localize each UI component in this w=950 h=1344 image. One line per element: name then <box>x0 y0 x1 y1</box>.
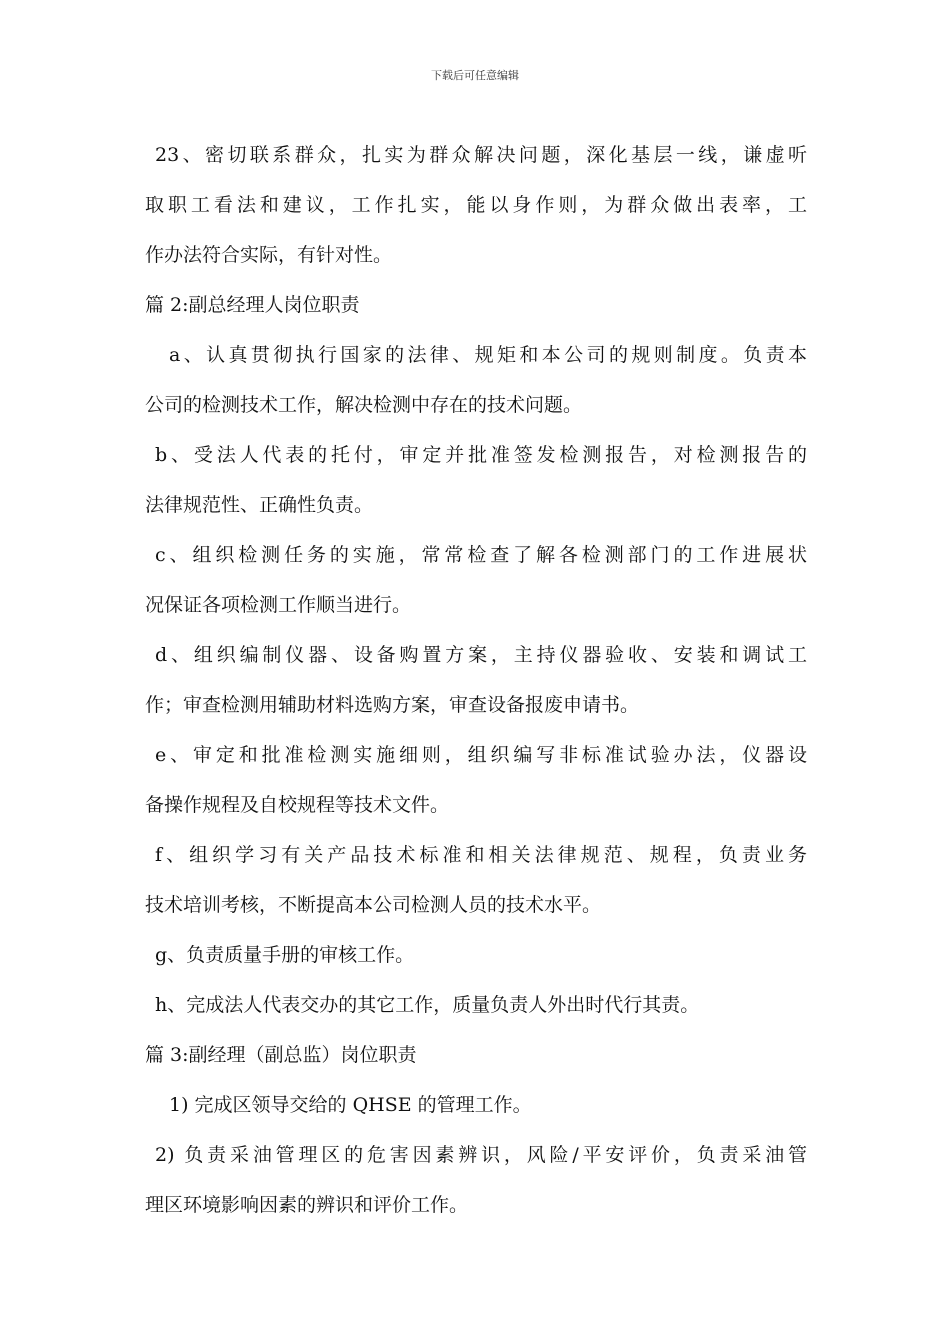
paragraph-line: b、受法人代表的托付，审定并批准签发检测报告，对检测报告的 <box>155 444 807 466</box>
paragraph-line: h、完成法人代表交办的其它工作，质量负责人外出时代行其责。 <box>155 994 700 1016</box>
paragraph-line: c、组织检测任务的实施，常常检查了解各检测部门的工作进展状 <box>155 544 807 566</box>
paragraph-line: 取职工看法和建议，工作扎实，能以身作则，为群众做出表率，工 <box>145 194 807 216</box>
paragraph-line: 技术培训考核，不断提高本公司检测人员的技术水平。 <box>145 894 602 916</box>
paragraph-line: e、审定和批准检测实施细则，组织编写非标准试验办法，仪器设 <box>155 744 807 766</box>
paragraph-line: 公司的检测技术工作，解决检测中存在的技术问题。 <box>145 394 583 416</box>
paragraph-line: 备操作规程及自校规程等技术文件。 <box>145 794 450 816</box>
paragraph-line: 23、密切联系群众，扎实为群众解决问题，深化基层一线，谦虚听 <box>155 144 807 166</box>
paragraph-line: a、认真贯彻执行国家的法律、规矩和本公司的规则制度。负责本 <box>169 344 807 366</box>
section-heading: 篇 2:副总经理人岗位职责 <box>145 294 360 316</box>
paragraph-line: 法律规范性、正确性负责。 <box>145 494 374 516</box>
paragraph-line: 作；审查检测用辅助材料选购方案，审查设备报废申请书。 <box>145 694 640 716</box>
paragraph-line: 2) 负责采油管理区的危害因素辨识，风险/平安评价，负责采油管 <box>155 1144 807 1166</box>
paragraph-line: 1) 完成区领导交给的 QHSE 的管理工作。 <box>169 1094 532 1116</box>
page-header: 下载后可任意编辑 <box>431 69 519 82</box>
document-body <box>145 130 807 1230</box>
paragraph-line: 理区环境影响因素的辨识和评价工作。 <box>145 1194 469 1216</box>
paragraph-line: 况保证各项检测工作顺当进行。 <box>145 594 412 616</box>
paragraph-line: 作办法符合实际，有针对性。 <box>145 244 393 266</box>
paragraph-line: d、组织编制仪器、设备购置方案，主持仪器验收、安装和调试工 <box>155 644 807 666</box>
section-heading: 篇 3:副经理（副总监）岗位职责 <box>145 1044 417 1066</box>
paragraph-line: g、负责质量手册的审核工作。 <box>155 944 415 966</box>
paragraph-line: f、组织学习有关产品技术标准和相关法律规范、规程，负责业务 <box>155 844 807 866</box>
